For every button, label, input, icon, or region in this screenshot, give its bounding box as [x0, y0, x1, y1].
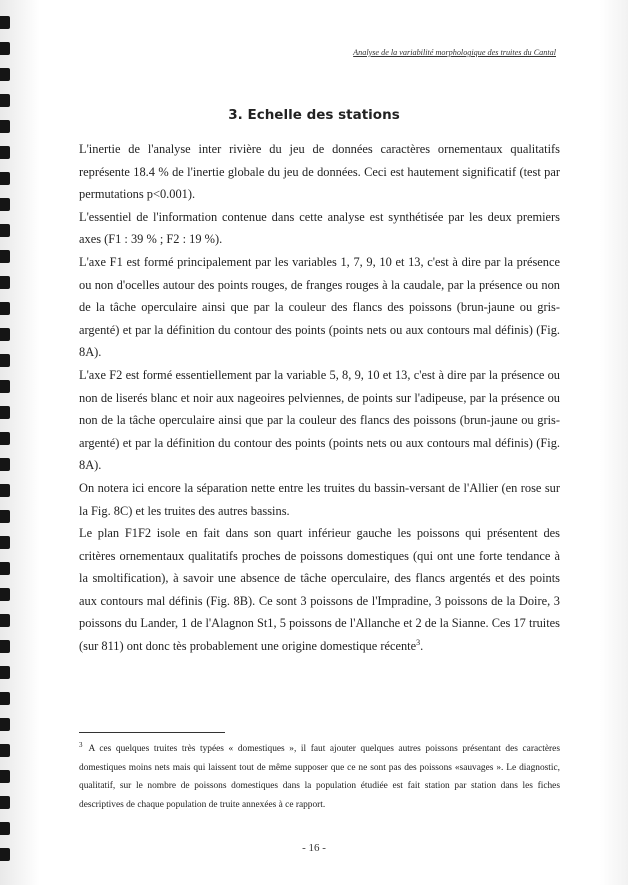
binding-hole [0, 302, 10, 315]
binding-hole [0, 562, 10, 575]
binding-hole [0, 328, 10, 341]
binding-hole [0, 276, 10, 289]
binding-hole [0, 380, 10, 393]
binding-hole [0, 68, 10, 81]
footnote [79, 740, 560, 814]
footnote-text: A ces quelques truites très typées « domestiques », il faut ajouter quelques autres poissons présentant des caractères domestiques moins nets mais qui laissent tout de même supposer que ce ne sont pas des poissons «sauvages ». Le diagnostic, qualitatif, sur le nombre de poissons domestiques dans la population étudiée est fait station par station dans les fiches descriptives de chaque population de truite annexées à ce rapport. [79, 744, 560, 810]
paragraph: L'essentiel de l'information contenue dans cette analyse est synthétisée par les deux premiers axes (F1 : 39 % ; F2 : 19 %). [79, 209, 560, 247]
body-text [79, 138, 560, 658]
binding-hole [0, 588, 10, 601]
binding-hole [0, 536, 10, 549]
footnote-divider [79, 732, 225, 733]
binding-hole [0, 770, 10, 783]
binding-hole [0, 250, 10, 263]
binding-hole [0, 42, 10, 55]
binding-hole [0, 718, 10, 731]
paragraph: L'inertie de l'analyse inter rivière du jeu de données caractères ornementaux qualitatifs représente 18.4 % de l'inertie globale du jeu de données. Ceci est hautement significatif (test par permutations p<0.001). [79, 142, 560, 202]
paragraph-with-footnote: Le plan F1F2 isole en fait dans son quart inférieur gauche les poissons qui présentent des critères ornementaux qualitatifs proches de poissons domestiques (qui ont une forte tendance à la smoltification), à savoir une absence de tâche operculaire, des flancs argentés et des points aux contours mal définis (Fig. 8B). Ce sont 3 poissons de l'Impradine, 3 poissons de la Doire, 3 poissons du Lander, 1 de l'Alagnon St1, 5 poissons de l'Allanche et 2 de la Sianne. Ces 17 truites (sur 811) ont donc tès probablement une origine domestique récente$^3$. [79, 526, 560, 654]
footnote-marker: 3 [79, 740, 83, 749]
paragraph: L'axe F1 est formé principalement par les variables 1, 7, 9, 10 et 13, c'est à dire par la présence ou non d'ocelles autour des points rouges, de franges rouges à la caudale, par la présence ou non de la tâche operculaire ainsi que par la couleur des flancs des poissons (brun-jaune ou gris-argenté) et par la définition du contour des points (points nets ou aux contours mal définis) (Fig. 8A). [79, 254, 560, 360]
binding-hole [0, 146, 10, 159]
binding-hole [0, 354, 10, 367]
binding-holes [0, 0, 14, 885]
binding-hole [0, 822, 10, 835]
footnote-reference[interactable]: 3 [416, 637, 421, 647]
binding-hole [0, 198, 10, 211]
binding-hole [0, 432, 10, 445]
paragraph: On notera ici encore la séparation nette entre les truites du bassin-versant de l'Allier (en rose sur la Fig. 8C) et les truites des autres bassins. [79, 480, 560, 518]
binding-hole [0, 484, 10, 497]
binding-hole [0, 510, 10, 523]
binding-hole [0, 692, 10, 705]
section-title: 3. Echelle des stations [228, 107, 400, 123]
paragraph-text: Le plan F1F2 isole en fait dans son quart inférieur gauche les poissons qui présentent des critères ornementaux qualitatifs proches de poissons domestiques (qui ont une forte tendance à la smoltification), à savoir une absence de tâche operculaire, des flancs argentés et des points aux contours mal définis (Fig. 8B). Ce sont 3 poissons de l'Impradine, 3 poissons de la Doire, 3 poissons du Lander, 1 de l'Alagnon St1, 5 poissons de l'Allanche et 2 de la Sianne. Ces 17 truites (sur 811) ont donc tès probablement une origine domestique récente [79, 526, 560, 654]
binding-hole [0, 744, 10, 757]
binding-hole [0, 640, 10, 653]
binding-hole [0, 458, 10, 471]
running-header: Analyse de la variabilité morphologique des truites du Cantal [353, 48, 556, 57]
paragraph: L'axe F2 est formé essentiellement par la variable 5, 8, 9, 10 et 13, c'est à dire par la présence ou non de liserés blanc et noir aux nageoires pelviennes, de points sur l'adipeuse, par la présence ou non de la tâche operculaire ainsi que par la couleur des flancs des poissons (brun-jaune ou gris-argenté) et par la définition du contour des points (points nets ou aux contours mal définis) (Fig. 8A). [79, 367, 560, 473]
binding-hole [0, 172, 10, 185]
binding-hole [0, 666, 10, 679]
binding-hole [0, 224, 10, 237]
binding-hole [0, 16, 10, 29]
page-number: - 16 - [302, 842, 326, 854]
binding-hole [0, 94, 10, 107]
binding-hole [0, 406, 10, 419]
binding-hole [0, 614, 10, 627]
binding-hole [0, 796, 10, 809]
